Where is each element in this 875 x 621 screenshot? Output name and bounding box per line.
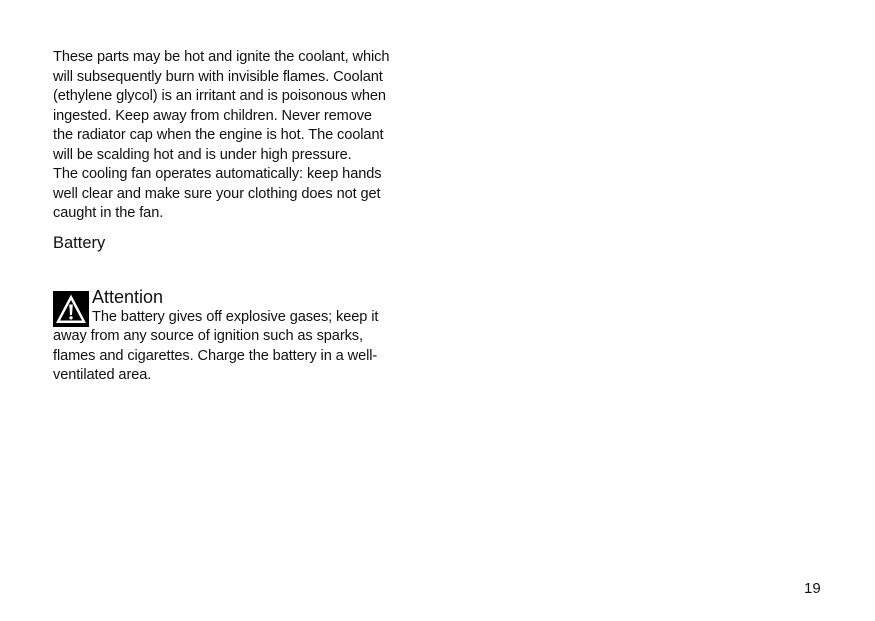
attention-line: away from any source of ignition such as sparks, xyxy=(53,328,363,344)
paragraph-line: ingested. Keep away from children. Never remove xyxy=(53,107,372,124)
section-heading-battery: Battery xyxy=(53,233,106,252)
attention-line: ventilated area. xyxy=(53,367,152,383)
paragraph-line: caught in the fan. xyxy=(53,205,164,221)
attention-notice xyxy=(53,286,438,386)
coolant-paragraph xyxy=(53,48,438,224)
paragraph-line: (ethylene glycol) is an irritant and is poisonous when xyxy=(53,88,386,104)
paragraph-line: These parts may be hot and ignite the coolant, which xyxy=(53,49,390,65)
paragraph-line: the radiator cap when the engine is hot. The coolant xyxy=(53,127,384,143)
attention-title: Attention xyxy=(92,286,164,307)
paragraph-line: The cooling fan operates automatically: keep hands xyxy=(53,166,382,182)
warning-triangle-icon xyxy=(53,291,89,327)
attention-text xyxy=(53,308,438,386)
attention-line: The battery gives off explosive gases; keep it xyxy=(92,308,379,325)
text-column xyxy=(53,48,438,386)
paragraph-line: will subsequently burn with invisible flames. Coolant xyxy=(53,68,383,85)
paragraph-line: will be scalding hot and is under high pressure. xyxy=(53,146,352,163)
attention-line: flames and cigarettes. Charge the battery in a well- xyxy=(53,347,378,364)
page-number: 19 xyxy=(804,580,821,597)
paragraph-line: well clear and make sure your clothing does not get xyxy=(53,185,381,202)
